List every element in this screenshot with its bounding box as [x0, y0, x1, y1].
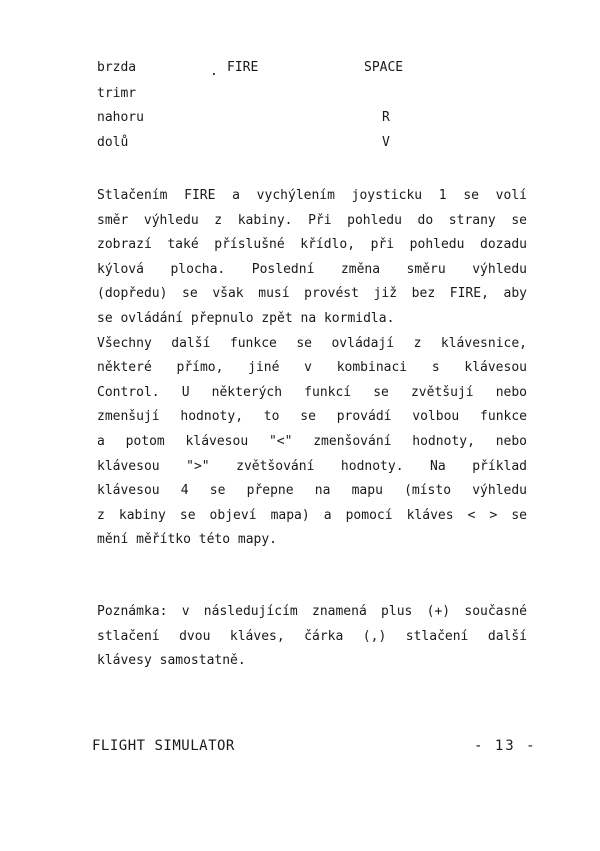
text-line: se ovládání přepnulo zpět na kormidla.: [97, 310, 395, 326]
text-line: a potom klávesou "<" zmenšování hodnoty, nebo: [97, 433, 527, 449]
control-name-nahoru: nahoru: [97, 110, 144, 125]
text-line: (dopředu) se však musí provést již bez FIRE, aby: [97, 286, 527, 302]
text-line: Všechny další funkce se ovládají z klávesnice,: [97, 335, 527, 351]
text-line: některé přímo, jiné v kombinaci s klávesou: [97, 360, 527, 376]
text-line: směr výhledu z kabiny. Při pohledu do strany se: [97, 212, 527, 228]
text-line: klávesy samostatně.: [97, 653, 246, 669]
text-line: klávesou 4 se přepne na mapu (místo výhledu: [97, 483, 527, 499]
control-joystick-brzda: FIRE: [227, 60, 259, 75]
control-name-brzda: brzda: [97, 60, 137, 75]
text-line: zobrazí také příslušné křídlo, při pohledu dozadu: [97, 237, 527, 253]
text-line: mění měřítko této mapy.: [97, 532, 278, 548]
text-line: Stlačením FIRE a vychýlením joysticku 1 se volí: [97, 188, 527, 203]
text-line: zmenšují hodnoty, to se provádí volbou funkce: [97, 409, 527, 425]
text-line: stlačení dvou kláves, čárka (,) stlačení další: [97, 628, 527, 644]
text-line: z kabiny se objeví mapa) a pomocí kláves < > se: [97, 507, 527, 523]
text-line: kýlová plocha. Poslední změna směru výhledu: [97, 261, 527, 277]
control-name-trimr: trimr: [97, 86, 137, 101]
bullet-mark: .: [210, 64, 218, 79]
main-paragraph: [97, 184, 527, 553]
text-line: klávesou ">" zvětšování hodnoty. Na příklad: [97, 458, 527, 474]
footer-title: FLIGHT SIMULATOR: [92, 738, 235, 754]
page-number: - 13 -: [474, 738, 537, 754]
control-key-nahoru: R: [382, 110, 390, 125]
text-line: Control. U některých funkcí se zvětšují nebo: [97, 384, 527, 400]
note-paragraph: [97, 600, 527, 674]
control-name-dolu: dolů: [97, 135, 129, 150]
text-line: Poznámka: v následujícím znamená plus (+) současné: [97, 604, 527, 619]
control-key-dolu: V: [382, 135, 390, 150]
control-key-brzda: SPACE: [364, 60, 404, 75]
